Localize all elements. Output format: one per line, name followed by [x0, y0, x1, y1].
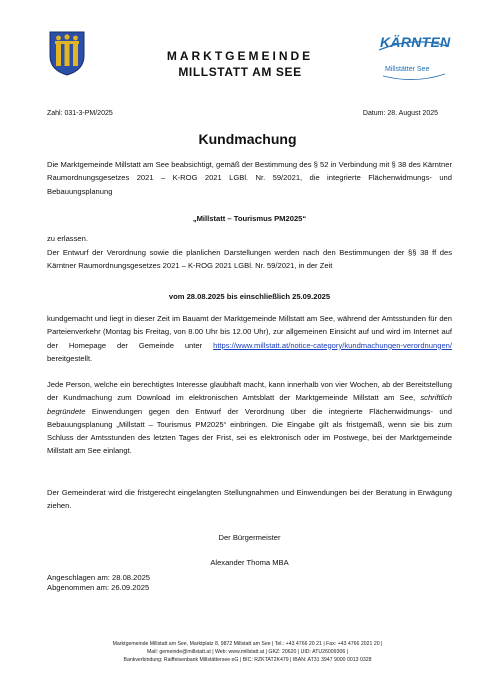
posting-dates: [47, 573, 452, 593]
municipality-name: [150, 48, 330, 80]
brand-subtitle: Millstätter See: [385, 66, 430, 73]
paragraph-publication: [47, 312, 452, 365]
signature-name: Alexander Thoma MBA: [210, 558, 289, 567]
publication-end: bereitgestellt.: [47, 353, 93, 363]
display-period: vom 28.08.2025 bis einschließlich 25.09.2025: [168, 292, 331, 301]
paragraph-objections: [47, 378, 452, 458]
objections-text-a: Jede Person, welche ein berechtigtes Interesse glaubhaft macht, kann innerhalb von vier Wochen, ab der Bereitstellung der Kundmachung zum Download im elektronischen Amtsblatt der Marktgemeinde Millstatt am See,: [47, 380, 452, 403]
paragraph-enact: zu erlassen.: [47, 234, 88, 243]
org-line-1: MARKTGEMEINDE: [166, 49, 314, 63]
paragraph-draft: Der Entwurf der Verordnung sowie die planlichen Darstellungen werden nach den Bestimmungen der §§ 38 ff des Kärntner Raumordnungsgesetzes 2021 – K-ROG 2021 LGBl. Nr. 59/2021, in der Zeit: [47, 248, 452, 271]
page-footer: [0, 640, 495, 664]
paragraph-council: Der Gemeinderat wird die fristgerecht eingelangten Stellungnahmen und Einwendungen bei der Beratung in Erwägung ziehen.: [47, 488, 452, 511]
coat-of-arms-logo: [48, 30, 86, 76]
objections-text-b: Einwendungen gegen den Entwurf der Verordnung über die integrierte Flächenwidmungs- und Bebauungsplanung „Millstatt – Tourismus PM2025“ einbringen. Die Eingabe gilt als fristgemäß, wenn sie bis zum Schluss der Amtsstunden des letzten Tages der Frist, sei es elektronisch oder im Postwege, bei der Marktgemeinde Millstatt am See einlangt.: [47, 406, 452, 456]
publication-text: kundgemacht und liegt in dieser Zeit im Bauamt der Marktgemeinde Millstatt am See, während der Amtsstunden für den Parteienverkehr (Montag bis Freitag, von 8.00 Uhr bis 12.00 Uhr), zur allgemeinen Einsicht auf und wird im Internet auf der Homepage der Gemeinde unter: [47, 314, 452, 350]
reference-number: Zahl: 031-3-PM/2025: [47, 110, 113, 117]
ordinances-link[interactable]: https://www.millstatt.at/notice-category/kundmachungen-verordnungen/: [213, 340, 452, 350]
document-date: Datum: 28. August 2025: [362, 110, 438, 117]
removed-date: Abgenommen am: 26.09.2025: [47, 583, 150, 592]
brand-name: KÄRNTEN: [380, 34, 451, 50]
footer-line-2: Mail: gemeinde@millstatt.at | Web: www.millstatt.at | GKZ: 20620 | UID: ATU26009306 |: [146, 649, 349, 655]
signature-role: Der Bürgermeister: [218, 533, 281, 542]
footer-line-1: Marktgemeinde Millstatt am See, Marktplatz 8, 9872 Millstatt am See | Tel.: +43 4766 20 21 | Fax: +43 4766 2021 20 |: [112, 641, 383, 647]
org-line-2: MILLSTATT AM SEE: [178, 65, 302, 79]
paragraph-intent: Die Marktgemeinde Millstatt am See beabsichtigt, gemäß der Bestimmung des § 52 in Verbindung mit § 38 des Kärntner Raumordnungsgesetzes 2021 – K-ROG 2021 LGBl. Nr. 59/2021, die integrierte Flächenwidmungs- und Bebauungsplanung: [47, 160, 452, 196]
page-title: Kundmachung: [198, 131, 297, 147]
posted-date: Angeschlagen am: 28.08.2025: [47, 573, 151, 582]
plan-name: „Millstatt – Tourismus PM2025“: [192, 214, 307, 223]
objections-emphasis: schriftlich begründete: [47, 393, 452, 416]
footer-line-3: Bankverbindung: Raiffeisenbank Millstättersee eG | BIC: RZKTAT2K479 | IBAN: AT31 3947 9000 0013 0328: [123, 657, 372, 663]
